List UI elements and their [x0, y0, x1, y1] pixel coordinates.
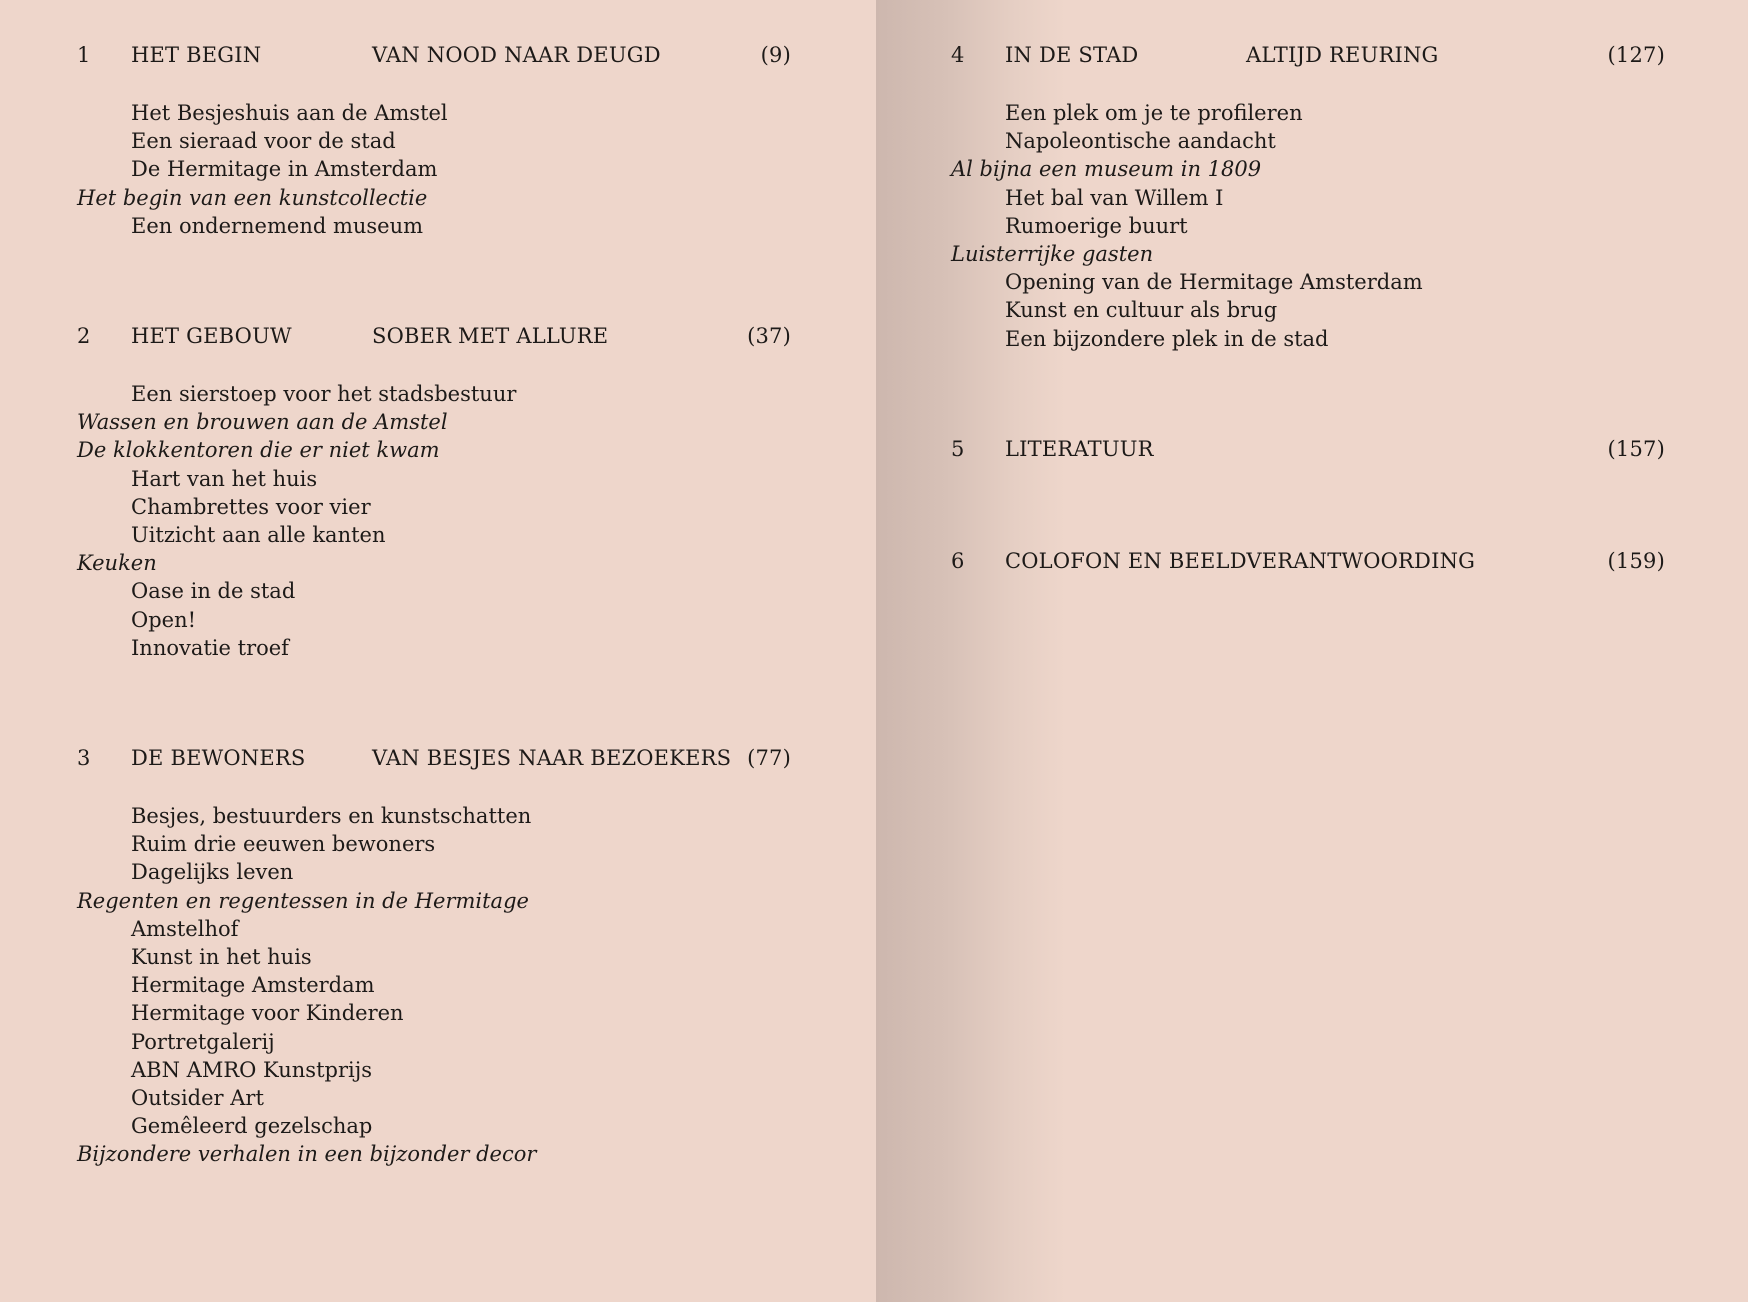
chapter-heading	[951, 43, 1665, 71]
toc-entry: Outsider Art	[131, 1086, 264, 1111]
toc-entry: ABN AMRO Kunstprijs	[131, 1057, 372, 1082]
chapter-heading	[951, 549, 1665, 577]
chapter-number: 2	[77, 324, 91, 348]
chapter-subtitle: VAN NOOD NAAR DEUGD	[372, 43, 661, 67]
chapter-subtitle: VAN BESJES NAAR BEZOEKERS	[372, 746, 732, 770]
chapter-number: 1	[77, 43, 91, 67]
toc-entry: Rumoerige buurt	[1005, 213, 1188, 238]
chapter-subtitle: SOBER MET ALLURE	[372, 324, 609, 348]
toc-entry: Kunst in het huis	[131, 945, 312, 970]
chapter-subtitle: ALTIJD REURING	[1246, 43, 1439, 67]
chapter-title: HET BEGIN	[131, 43, 262, 67]
chapter-entries	[951, 99, 1665, 353]
toc-entry: Oase in de stad	[131, 579, 296, 604]
chapter-entries	[77, 99, 791, 240]
toc-entry: Een ondernemend museum	[131, 213, 424, 238]
toc-entry: Open!	[131, 607, 197, 632]
toc-entry: Een plek om je te profileren	[1005, 101, 1303, 125]
toc-entry: Innovatie troef	[131, 635, 289, 660]
toc-entry: Het Besjeshuis aan de Amstel	[131, 101, 448, 125]
toc-entry-italic: Keuken	[77, 551, 157, 576]
toc-entry: Ruim drie eeuwen bewoners	[131, 832, 436, 857]
chapter-heading	[77, 43, 791, 71]
chapter-5	[951, 437, 1665, 465]
chapter-number: 5	[951, 437, 965, 461]
chapter-number: 6	[951, 549, 965, 573]
toc-entry: Amstelhof	[131, 916, 239, 941]
toc-entry: Gemêleerd gezelschap	[131, 1114, 373, 1139]
chapter-4	[951, 43, 1665, 353]
chapter-number: 4	[951, 43, 965, 67]
chapter-number: 3	[77, 746, 91, 770]
toc-entry: Napoleontische aandacht	[1005, 129, 1276, 154]
toc-entry: Hermitage Amsterdam	[131, 973, 375, 998]
chapter-entries	[77, 802, 791, 1169]
chapter-page-number: (9)	[760, 43, 791, 67]
toc-entry: Chambrettes voor vier	[131, 494, 371, 519]
toc-entry-italic: Het begin van een kunstcollectie	[77, 185, 428, 210]
toc-entry: Besjes, bestuurders en kunstschatten	[131, 804, 532, 828]
chapter-page-number: (157)	[1607, 437, 1665, 461]
chapter-page-number: (127)	[1607, 43, 1665, 67]
chapter-page-number: (77)	[747, 746, 791, 770]
toc-entry-italic: Bijzondere verhalen in een bijzonder decor	[77, 1142, 537, 1167]
toc-entry-italic: Al bijna een museum in 1809	[951, 157, 1262, 182]
toc-entry: Portretgalerij	[131, 1029, 275, 1054]
chapter-heading	[951, 437, 1665, 465]
chapter-title: DE BEWONERS	[131, 746, 306, 770]
chapter-title: HET GEBOUW	[131, 324, 292, 348]
toc-entry: Hermitage voor Kinderen	[131, 1001, 404, 1026]
toc-entry: Dagelijks leven	[131, 860, 294, 885]
chapter-page-number: (159)	[1607, 549, 1665, 573]
toc-entry-italic: Luisterrijke gasten	[951, 242, 1154, 267]
toc-entry-italic: Regenten en regentessen in de Hermitage	[77, 888, 529, 913]
chapter-3	[77, 746, 791, 1169]
toc-entry: Het bal van Willem I	[1005, 185, 1224, 210]
chapter-title: IN DE STAD	[1005, 43, 1139, 67]
toc-entry: Een bijzondere plek in de stad	[1005, 326, 1329, 351]
toc-entry-italic: Wassen en brouwen aan de Amstel	[77, 410, 448, 435]
chapter-6	[951, 549, 1665, 577]
toc-entry: Een sieraad voor de stad	[131, 129, 396, 154]
toc-entry: Een sierstoep voor het stadsbestuur	[131, 382, 517, 406]
toc-entry: Hart van het huis	[131, 466, 318, 491]
chapter-title: LITERATUUR	[1005, 437, 1154, 461]
toc-entry: Opening van de Hermitage Amsterdam	[1005, 270, 1423, 295]
chapter-page-number: (37)	[747, 324, 791, 348]
chapter-entries	[77, 380, 791, 662]
chapter-heading	[77, 746, 791, 774]
toc-entry: De Hermitage in Amsterdam	[131, 157, 438, 182]
chapter-2	[77, 324, 791, 662]
toc-entry-italic: De klokkentoren die er niet kwam	[77, 438, 440, 463]
chapter-title: COLOFON EN BEELDVERANTWOORDING	[1005, 549, 1476, 573]
chapter-1	[77, 43, 791, 240]
toc-entry: Kunst en cultuur als brug	[1005, 298, 1278, 323]
toc-entry: Uitzicht aan alle kanten	[131, 523, 386, 548]
right-page	[876, 0, 1748, 1302]
chapter-heading	[77, 324, 791, 352]
